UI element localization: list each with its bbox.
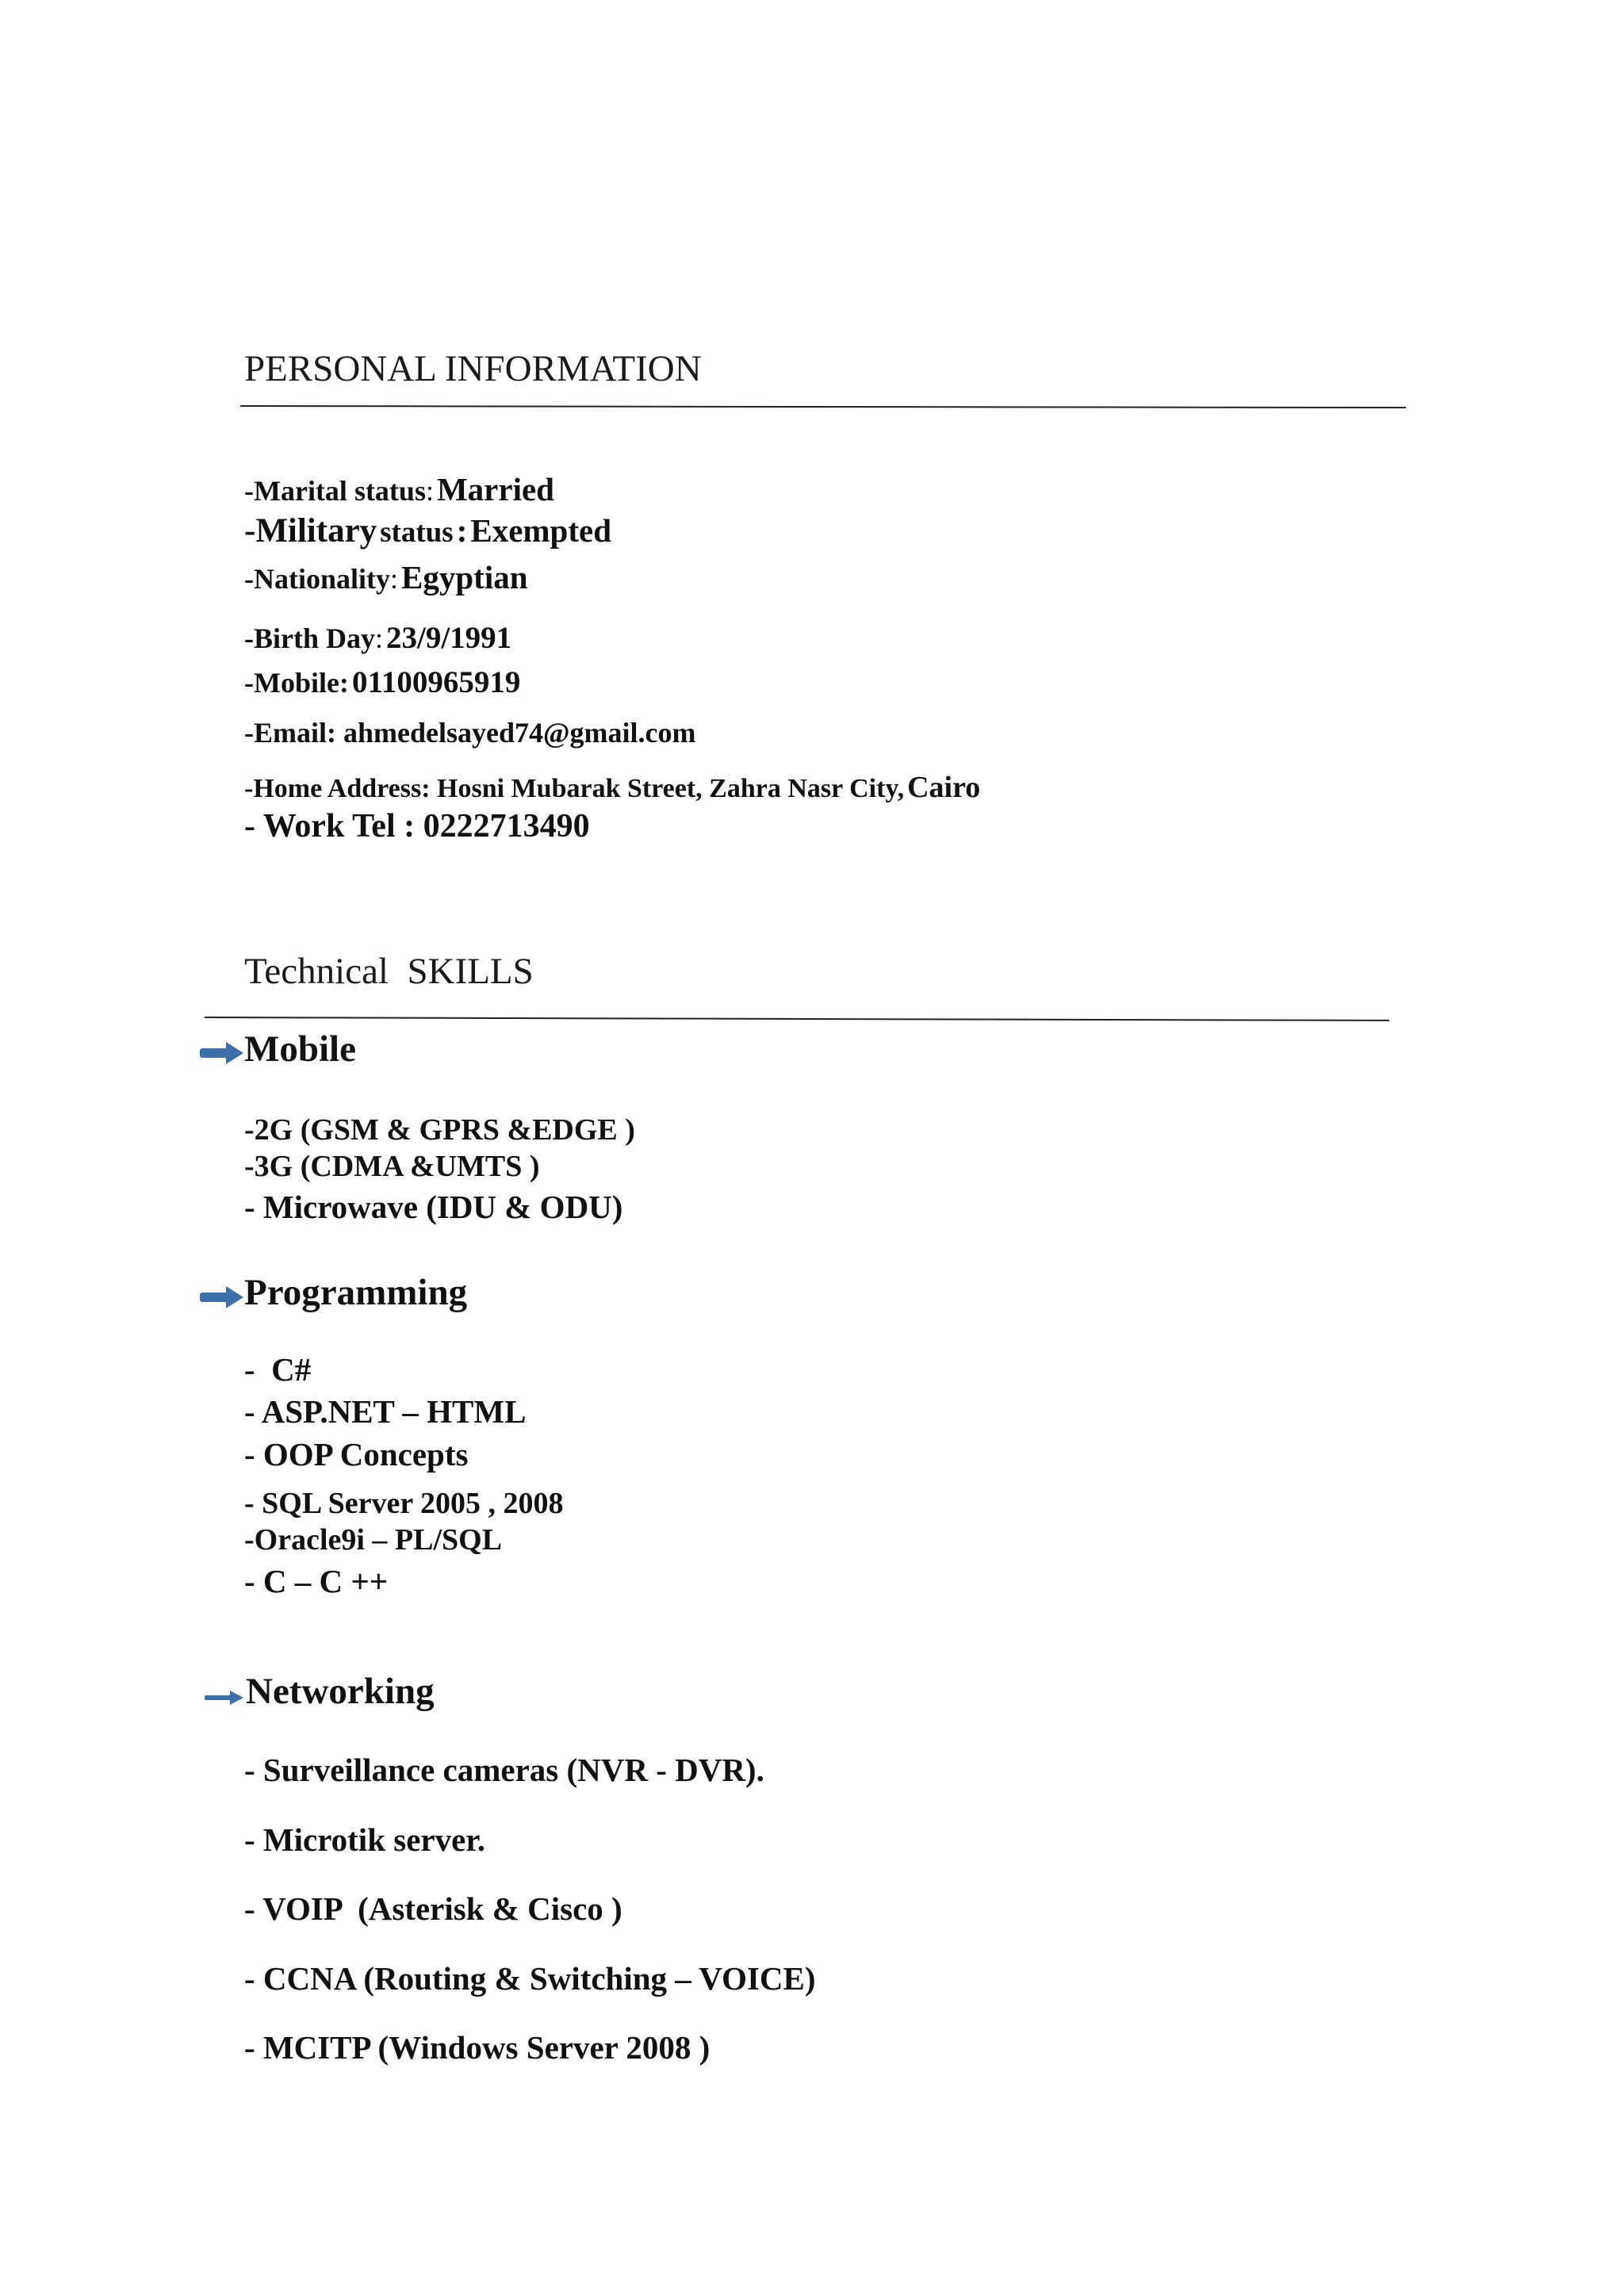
list-item: -2G (GSM & GPRS &EDGE ) (244, 1113, 635, 1147)
nationality-label: -Nationality (244, 563, 390, 595)
list-item: - SQL Server 2005 , 2008 (244, 1487, 564, 1520)
address-text: -Home Address: Hosni Mubarak Street, Zahra Nasr City, (244, 774, 905, 803)
marital-status-label: -Marital status (244, 475, 426, 507)
work-tel-line: - Work Tel : 0222713490 (244, 808, 590, 844)
right-arrow-icon (205, 1690, 244, 1706)
technical-skills-heading: Technical SKILLS (244, 951, 534, 992)
nationality-sep: : (390, 563, 399, 595)
list-item: - OOP Concepts (244, 1436, 469, 1473)
marital-status-line (244, 470, 554, 508)
right-arrow-icon (200, 1041, 244, 1065)
list-item: - Microtik server. (244, 1821, 485, 1858)
marital-status-sep: : (425, 475, 434, 507)
email-line: -Email: ahmedelsayed74@gmail.com (244, 717, 696, 749)
technical-skills-rule (205, 1017, 1389, 1021)
nationality-value: Egyptian (401, 559, 528, 596)
list-item: - C – C ++ (244, 1563, 389, 1599)
personal-info-heading: PERSONAL INFORMATION (244, 348, 702, 389)
mobile-value: 01100965919 (351, 665, 521, 699)
list-item: - MCITP (Windows Server 2008 ) (244, 2029, 710, 2066)
personal-info-rule (240, 405, 1406, 408)
list-item: - CCNA (Routing & Switching – VOICE) (244, 1960, 816, 1997)
military-status-sep: : (456, 512, 468, 549)
marital-status-value: Married (436, 471, 554, 507)
military-status-label-a: -Military (244, 512, 377, 550)
programming-heading: Programming (244, 1272, 468, 1313)
address-line (244, 770, 980, 805)
list-item: -3G (CDMA &UMTS ) (244, 1150, 540, 1183)
birth-day-line (244, 620, 511, 656)
military-status-value: Exempted (470, 512, 611, 549)
birth-day-sep: : (375, 622, 384, 654)
military-status-line (244, 511, 611, 550)
list-item: - Microwave (IDU & ODU) (244, 1189, 623, 1225)
mobile-line (244, 664, 520, 700)
mobile-heading: Mobile (244, 1028, 356, 1070)
list-item: - Surveillance cameras (NVR - DVR). (244, 1752, 764, 1788)
birth-day-value: 23/9/1991 (386, 621, 512, 655)
birth-day-label: -Birth Day (244, 622, 375, 654)
list-item: - VOIP (Asterisk & Cisco ) (244, 1890, 622, 1927)
list-item: - ASP.NET – HTML (244, 1393, 527, 1430)
list-item: -Oracle9i – PL/SQL (244, 1523, 503, 1557)
military-status-label-b: status (380, 516, 454, 549)
address-city: Cairo (907, 771, 981, 804)
list-item: - C# (244, 1351, 312, 1388)
nationality-line (244, 558, 528, 596)
right-arrow-icon (200, 1285, 244, 1309)
mobile-label: -Mobile: (244, 667, 349, 699)
networking-heading: Networking (246, 1671, 435, 1712)
